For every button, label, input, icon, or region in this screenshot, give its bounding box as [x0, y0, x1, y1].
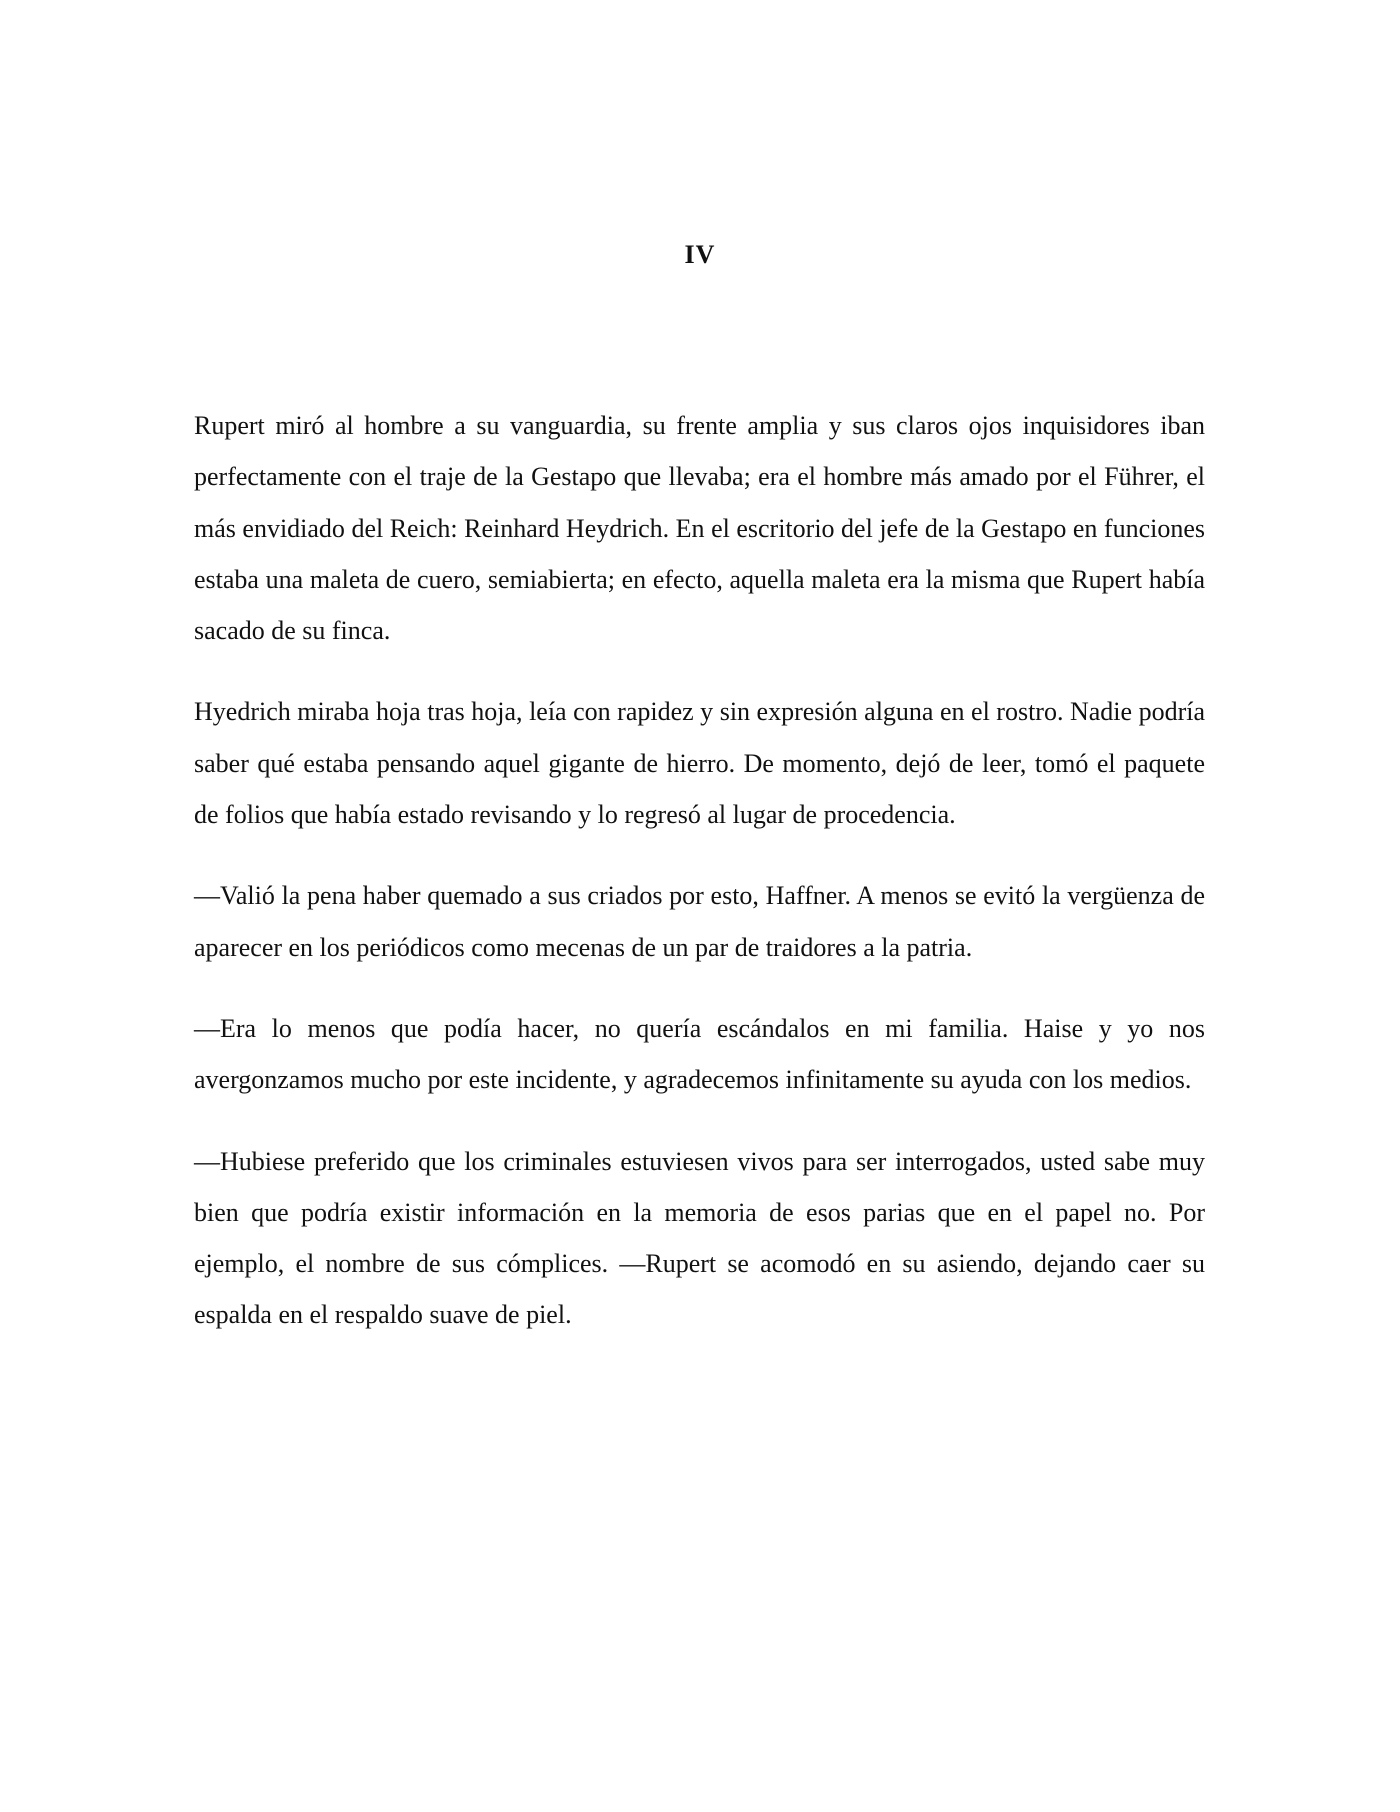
paragraph-1: Rupert miró al hombre a su vanguardia, su frente amplia y sus claros ojos inquisidores iban perfectamente con el traje de la Gestapo que llevaba; era el hombre más amado por el Führer, el más envidiado del Reich: Reinhard Heydrich. En el escritorio del jefe de la Gestapo en funciones estaba una maleta de cuero, semiabierta; en efecto, aquella maleta era la misma que Rupert había sacado de su finca.: [194, 411, 1205, 646]
dialogue-paragraph-1: —Valió la pena haber quemado a sus criados por esto, Haffner. A menos se evitó la vergüenza de aparecer en los periódicos como mecenas de un par de traidores a la patria.: [194, 881, 1205, 962]
chapter-title: IV: [684, 240, 716, 269]
paragraph-2: Hyedrich miraba hoja tras hoja, leía con rapidez y sin expresión alguna en el rostro. Nadie podría saber qué estaba pensando aquel gigante de hierro. De momento, dejó de leer, tomó el paquete de folios que había estado revisando y lo regresó al lugar de procedencia.: [194, 697, 1205, 830]
chapter-body: [194, 400, 1205, 1371]
dialogue-paragraph-2: —Era lo menos que podía hacer, no quería escándalos en mi familia. Haise y yo nos avergonzamos mucho por este incidente, y agradecemos infinitamente su ayuda con los medios.: [194, 1013, 1205, 1095]
dialogue-paragraph-3: —Hubiese preferido que los criminales estuviesen vivos para ser interrogados, usted sabe muy bien que podría existir información en la memoria de esos parias que en el papel no. Por ejemplo, el nombre de sus cómplices. —Rupert se acomodó en su asiendo, dejando caer su espalda en el respaldo suave de piel.: [194, 1146, 1205, 1330]
